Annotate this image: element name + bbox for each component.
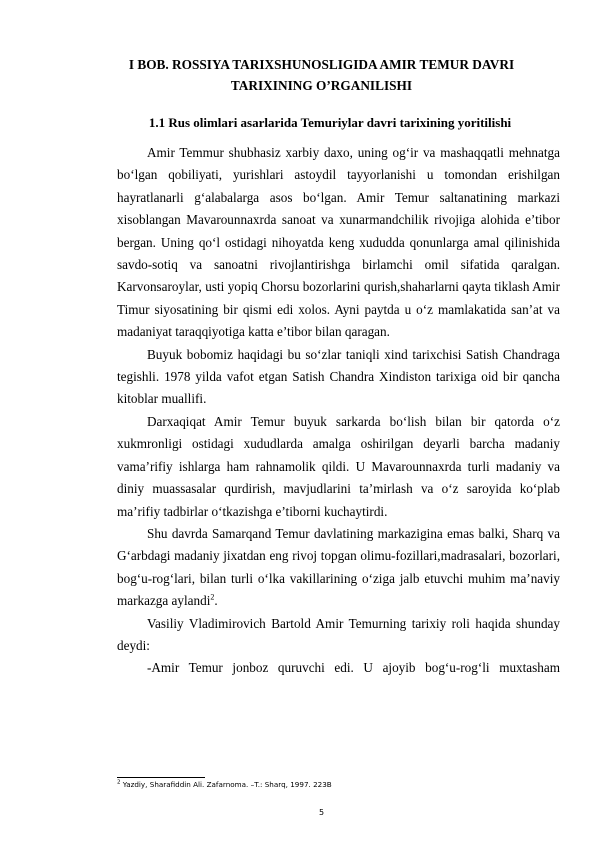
- paragraph-4: [117, 523, 560, 613]
- section-title: 1.1 Rus olimlari asarlarida Temuriylar davri tarixining yoritilishi: [148, 115, 512, 130]
- footnote-mark: 2: [117, 779, 121, 786]
- footnote-reference[interactable]: 2: [210, 592, 215, 602]
- chapter-title: I BOB. ROSSIYA TARIXSHUNOSLIGIDA AMIR TEMUR DAVRI TARIXINING O’RGANILISHI: [128, 57, 515, 93]
- footnote-separator: [117, 777, 205, 778]
- paragraph-4-end: .: [214, 593, 218, 609]
- body-text: [117, 142, 560, 680]
- paragraph-4-text: Shu davrda Samarqand Temur davlatining markazigina emas balki, Sharq va G‘arbdagi madaniy jixatdan eng rivoj topgan olimu-fozillari,madrasalari, bozorlari, bog‘u-rog‘lari, bilan turli o‘lka vakillarining o‘ziga jalb etuvchi muhim ma’naviy markazga aylandi: [117, 525, 560, 609]
- paragraph-5: Vasiliy Vladimirovich Bartold Amir Temurning tarixiy roli haqida shunday deydi:: [117, 615, 560, 653]
- paragraph-3: Darxaqiqat Amir Temur buyuk sarkarda bo‘lish bilan bir qatorda o‘z xukmronligi ostidagi xududlarda amalga oshirilgan deyarli barcha madaniy vama’rifiy ishlarga ham rahnamolik qildi. U Mavarounnaxrda turli madaniy va diniy muassasalar qurdirish, mavjudlarini ta’mirlash va o‘z saroyida ko‘plab ma’rifiy tadbirlar o‘tkazishga e’tiborni kuchaytirdi.: [117, 413, 560, 519]
- footnote: [117, 780, 557, 790]
- paragraph-6: -Amir Temur jonboz quruvchi edi. U ajoyib bog‘u-rog‘li muxtasham: [147, 660, 560, 676]
- paragraph-2: Buyuk bobomiz haqidagi bu so‘zlar taniqli xind tarixchisi Satish Chandraga tegishli. 1978 yilda vafot etgan Satish Chandra Xindiston tarixiga oid bir qancha kitoblar muallifi.: [117, 346, 560, 407]
- paragraph-1: Amir Temmur shubhasiz xarbiy daxo, uning og‘ir va mashaqqatli mehnatga bo‘lgan qobiliyati, yurishlari astoydil tayyorlanishi u tomondan erishilgan hayratlanarli g‘alabalarga asos bo‘lgan. Amir Temur saltanatining markazi xisoblangan Mavarounnaxrda sanoat va xunarmandchilik rivojiga alohida e’tibor bergan. Uning qo‘l ostidagi nihoyatda keng xududda qonunlarga amal qilinishida savdo-sotiq va sanoatni rivojlantirishga birlamchi omil sifatida qaralgan. Karvonsaroylar, usti yopiq Chorsu bozorlarini qurish,shaharlarni qayta tiklash Amir Timur siyosatining bir qismi edi xolos. Ayni paytda u o‘z mamlakatida san’at va madaniyat taraqqiyotiga katta e’tibor bilan qaragan.: [117, 145, 560, 340]
- page-number: 5: [318, 808, 325, 817]
- footnote-text: Yazdiy, Sharafiddin Ali. Zafarnoma. –T.: Sharq, 1997. 223B: [122, 780, 332, 789]
